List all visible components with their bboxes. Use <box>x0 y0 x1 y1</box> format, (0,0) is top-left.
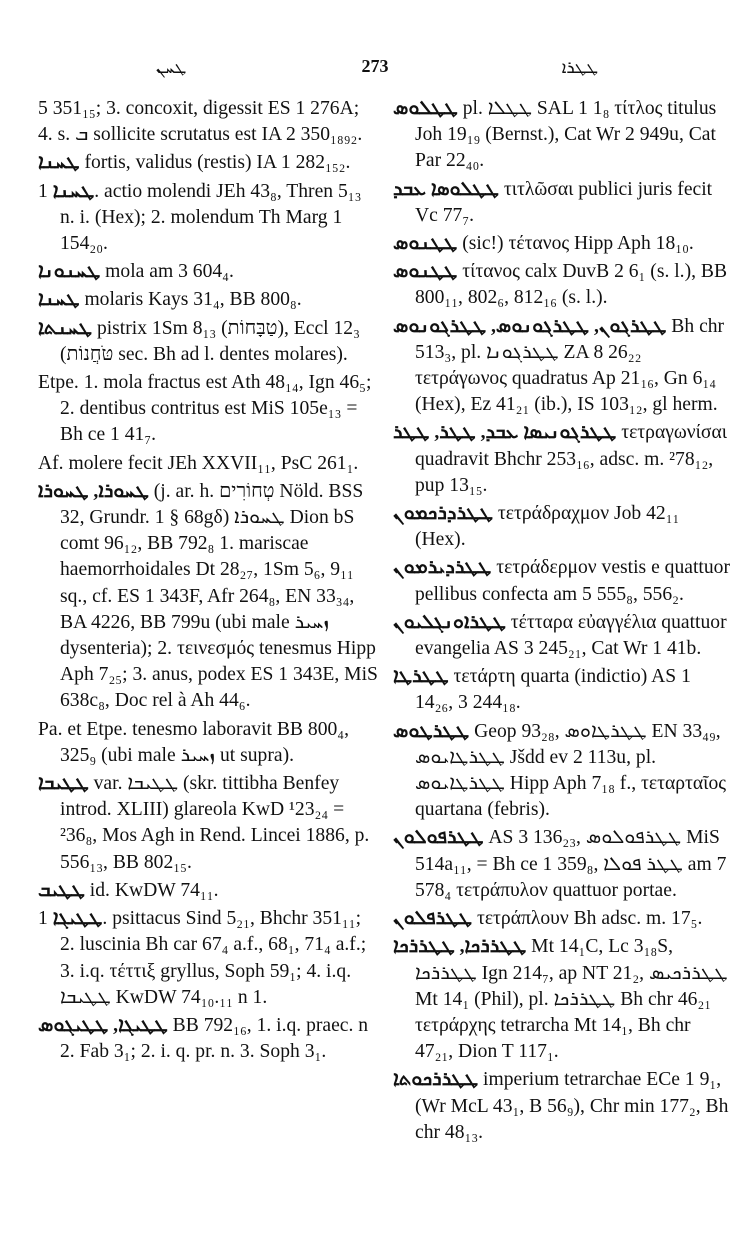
headword: ܛܛܢܘܣ <box>393 233 458 255</box>
dictionary-entry <box>393 420 733 499</box>
headword: ܛܛܪܕܝܪܡܘܢ <box>393 557 492 579</box>
entry-text: pistrix 1Sm 8₁₃ (טַבָּחוֹת), Eccl 12₃ (טֹּחֲנוֹת sec. Bh ad l. dentes molares). <box>60 317 360 365</box>
entry-text: var. ܛܛܝܒܐ (skr. tittibha Benfey introd. XLIII) glareola KwD ¹23₂₄ = ²36₈, Mos Agh in Rend. Lincei 1886, p. 556₁₃, BB 802₁₅. <box>60 773 370 873</box>
page-number: 273 <box>361 56 389 76</box>
page-header <box>0 50 750 86</box>
right-column <box>393 96 733 1148</box>
headword: ܛܛܪܪܟܐ, ܛܛܪܪܟܐ <box>393 936 527 958</box>
entry-text: AS 3 136₂₃, ܛܛܪܦܘܠܘܣ MiS 514a₁₁, = Bh ce 1 359₈, ܛܛܪ ܦܘܠܐ am 7 578₄ τετράπυλον quattuor portae. <box>415 827 727 901</box>
headword: ܛܚܢܬܐ <box>38 317 93 339</box>
entry-text: Af. molere fecit JEh XXVII₁₁, PsC 261₁. <box>38 452 359 474</box>
headword: ܛܛܝܒܐ <box>38 773 89 795</box>
dictionary-entry <box>393 825 733 904</box>
dictionary-entry <box>38 150 378 176</box>
entry-text: Etpe. 1. mola fractus est Ath 48₁₄, Ign 46₅; 2. dentibus contritus est MiS 105e₁₃ = Bh ce 1 41₇. <box>38 372 372 446</box>
entry-text: τετράδραχμον Job 42₁₁ (Hex). <box>415 503 680 551</box>
dictionary-entry <box>393 719 733 824</box>
entry-text: τιτλῶσαι publici juris fecit Vc 77₇. <box>415 178 713 226</box>
dictionary-entry <box>393 610 733 662</box>
dictionary-entry <box>38 771 378 876</box>
entry-text: BB 792₁₆, 1. i.q. praec. n 2. Fab 3₁; 2. i. q. pr. n. 3. Soph 3₁. <box>60 1014 369 1063</box>
headword: ܛܛܪܓܘܢܝܣܐ ܥܒܕ, ܛܛܪ, ܛܛܪ <box>393 422 617 444</box>
entry-text: τετράδερμον vestis e quattuor pellibus confecta am 5 555₈, 556₂. <box>415 557 730 605</box>
headword: ܛܛܝܓܐ <box>52 908 103 930</box>
left-column <box>38 96 378 1067</box>
entry-text: τετράπλουν Bh adsc. m. 17₅. <box>472 908 703 930</box>
dictionary-entry <box>38 717 378 769</box>
headword: ܛܛܪܓܘܢ, ܛܛܪܓܘܢܘܣ, ܛܛܪܓܘܢܘܣ <box>393 315 667 337</box>
entry-text: τέτταρα εὐαγγέλια quattuor evangelia AS 3 245₂₁, Cat Wr 1 41b. <box>415 611 727 660</box>
dictionary-entry <box>393 934 733 1065</box>
entry-text: pl. ܛܛܠܐ SAL 1 1₈ τίτλος titulus Joh 19₁₉ (Bernst.), Cat Wr 2 949u, Cat Par 22₄₀. <box>415 98 717 172</box>
dictionary-entry <box>38 179 378 258</box>
headword: ܛܚܢܐ <box>38 152 80 174</box>
dictionary-entry <box>393 96 733 175</box>
entry-text: Bh chr 513₃, pl. ܛܛܪܓܘܢܐ ZA 8 26₂₂ τετράγωνος quadratus Ap 21₁₆, Gn 6₁₄ (Hex), Ez 41₂₁ (ib.), IS 103₁₂, gl herm. <box>415 315 725 416</box>
dictionary-entry <box>38 479 378 715</box>
entry-text: τετάρτη quarta (indictio) AS 1 14₂₆, 3 244₁₈. <box>415 666 691 714</box>
dictionary-entry <box>393 1067 733 1146</box>
dictionary-entry <box>38 878 378 904</box>
headword: ܛܛܝܓܐ, ܛܛܝܓܘܣ <box>38 1014 168 1036</box>
headword: ܛܛܪܦܘܠܘܢ <box>393 827 484 849</box>
headword: ܛܛܪܕܪܟܡܘܢ <box>393 503 494 525</box>
dictionary-entry <box>393 664 733 716</box>
entry-text: molaris Kays 31₄, BB 800₈. <box>79 289 302 311</box>
entry-text: mola am 3 604₄. <box>100 261 234 283</box>
entry-text: 1. psittacus Sind 5₂₁, Bhchr 351₁₁; 2. luscinia Bh car 67₄ a.f., 68₁, 71₄ a.f.; 3. i.q. τέττιξ gryllus, Soph 59₁; 4. i.q. ܛܛܝܒܐ KwDW 74₁₀.₁₁ n 1. <box>38 908 367 1008</box>
headword: ܛܛܢܘܣ <box>393 261 458 283</box>
headword: ܛܚܢܐ <box>38 289 80 311</box>
entry-text: imperium tetrarchae ECe 1 9₁, (Wr McL 43₁, B 56₉), Chr min 177₂, Bh chr 48₁₃. <box>415 1069 729 1143</box>
dictionary-entry <box>38 259 378 285</box>
headword: ܛܛܪܐܘܢܓܠܝܘܢ <box>393 611 506 633</box>
headword: ܛܛܪܦܠܘܢ <box>393 908 473 930</box>
headword: ܛܛܝܒ <box>38 879 85 901</box>
entry-text: Pa. et Etpe. tenesmo laboravit BB 800₄, 325₉ (ubi male ܙܚܝܪ ut supra). <box>38 718 350 766</box>
dictionary-entry <box>393 501 733 553</box>
entry-text: id. KwDW 74₁₁. <box>84 879 219 901</box>
entry-text: τετραγωνίσαι quadravit Bhchr 253₁₆, adsc. m. ²78₁₂, pup 13₁₅. <box>415 422 727 496</box>
dictionary-entry <box>38 370 378 449</box>
dictionary-entry <box>393 259 733 311</box>
dictionary-entry <box>393 177 733 229</box>
entry-text: 1. actio molendi JEh 43₈, Thren 5₁₃ n. i. (Hex); 2. molendum Th Marg 1 154₂₀. <box>38 180 362 255</box>
dictionary-entry <box>38 1013 378 1065</box>
dictionary-entry <box>38 287 378 313</box>
dictionary-entry <box>393 906 733 932</box>
headword: ܛܛܠܘܣܐ ܥܒܕ <box>393 178 499 200</box>
dictionary-entry <box>393 314 733 419</box>
dictionary-entry <box>38 96 378 148</box>
entry-text: 5 351₁₅; 3. concoxit, digessit ES 1 276A; 4. s. ܒ sollicite scrutatus est IA 2 350₁₈₉₂. <box>38 98 363 146</box>
dictionary-entry <box>38 316 378 368</box>
dictionary-entry <box>393 231 733 257</box>
entry-text: Mt 14₁C, Lc 3₁₈S, ܛܛܪܪܟܐ Ign 214₇, ap NT 21₂, ܛܛܪܪܟܝܣ Mt 14₁ (Phil), pl. ܛܛܪܪܟܐ Bh chr 46₂₁ τετράρχης tetrarcha Mt 14₁, Bh chr 47₂₁, Dion T 117₁. <box>415 936 728 1063</box>
headword: ܛܚܢܘܢܐ <box>38 261 101 283</box>
headword: ܛܚܢܐ <box>52 180 95 202</box>
running-head-left: ܛܚܢ <box>156 58 187 77</box>
entry-text: Geop 93₂₈, ܛܛܪܛܐܘܣ EN 33₄₉, ܛܛܪܛܐܝܘܣ Jšdd ev 2 113u, pl. ܛܛܪܛܐܝܘܣ Hipp Aph 7₁₈ f., τεταρταῖος quartana (febris). <box>415 720 727 821</box>
entry-text: (j. ar. h. טְחוֹרִים Nöld. BSS 32, Grundr. 1 § 68gδ) ܛܚܘܪܐ Dion bS comt 96₁₂, BB 792₈ 1. mariscae haemorrhoidales Dt 28₂₇, 1Sm 5₆, 9₁₁ sq., cf. ES 1 343F, Afr 264₈, EN 33₃₄, BA 4226, BB 799u (ubi male ܙܚܝܪ dysenteria); 2. τεινεσμός tenesmus Hipp Aph 7₂₅; 3. anus, podex ES 1 343E, MiS 638c₈, Doc rel à Ah 44₆. <box>60 480 378 712</box>
entry-text: τίτανος calx DuvB 2 6₁ (s. l.), BB 800₁₁, 802₆, 812₁₆ (s. l.). <box>415 261 728 309</box>
dictionary-entry <box>393 555 733 607</box>
dictionary-entry <box>38 906 378 1011</box>
headword: ܛܚܘܪܐ, ܛܚܘܪܐ <box>38 480 149 502</box>
headword: ܛܛܠܘܣ <box>393 98 458 119</box>
running-head-right: ܛܛܪܐ <box>561 58 598 77</box>
headword: ܛܛܪܛܘܣ <box>393 720 470 742</box>
headword: ܛܛܪܪܟܘܬܐ <box>393 1069 479 1091</box>
entry-text: (sic!) τέτανος Hipp Aph 18₁₀. <box>457 233 694 255</box>
dictionary-entry <box>38 451 378 477</box>
headword: ܛܛܪܛܐ <box>393 666 449 688</box>
entry-text: fortis, validus (restis) IA 1 282₁₅₂. <box>79 152 351 174</box>
